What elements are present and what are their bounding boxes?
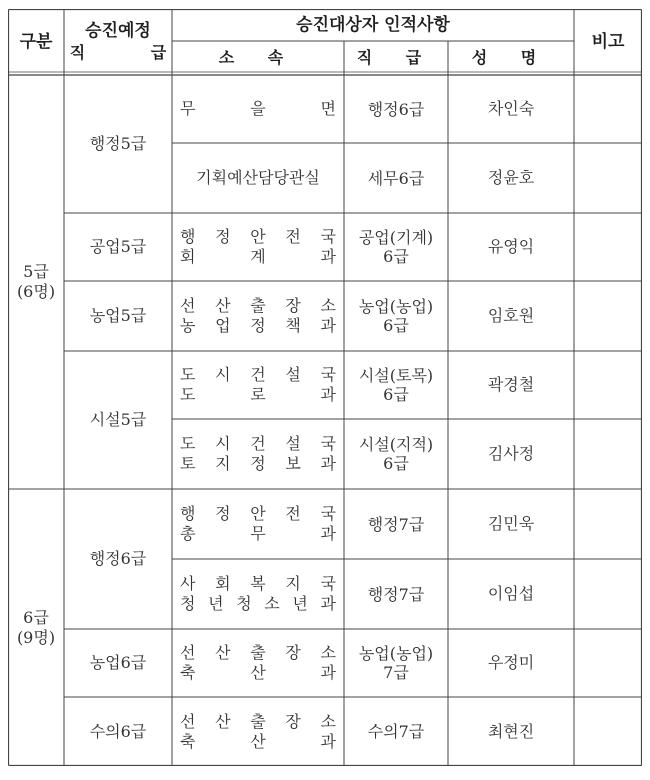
affiliation-line — [180, 168, 336, 188]
group-label-line1: 5급 — [23, 262, 49, 281]
affiliation-line — [180, 732, 336, 752]
affiliation-char: 정 — [215, 504, 231, 523]
affiliation-char: 을 — [250, 99, 266, 118]
row-affiliation — [172, 143, 344, 213]
row-affiliation — [172, 559, 344, 629]
grade-line: 행정6급 — [367, 99, 425, 119]
affiliation-char: 책 — [285, 316, 301, 335]
row-remark — [574, 559, 642, 629]
header-remarks: 비고 — [591, 32, 625, 52]
affiliation-char: 선 — [180, 711, 196, 731]
affiliation-char: 회 — [215, 574, 231, 593]
row-grade — [344, 281, 448, 351]
affiliation-char: 국 — [320, 574, 336, 593]
affiliation-char: 소 — [264, 594, 280, 613]
affiliation-char: 정 — [215, 227, 231, 246]
affiliation-char: 축 — [180, 731, 196, 751]
affiliation-char: 장 — [285, 643, 301, 662]
affiliation-char: 로 — [250, 385, 266, 404]
row-grade — [344, 559, 448, 629]
affiliation-char: 도 — [180, 365, 196, 384]
row-name: 곽경철 — [487, 375, 535, 394]
group-label-line2: (6명) — [16, 282, 56, 301]
row-name: 유영익 — [487, 237, 535, 256]
affiliation-char: 무 — [250, 524, 266, 543]
grade-line: 수의7급 — [367, 722, 425, 741]
affiliation-char: 년 — [292, 594, 308, 613]
header-grade: 직 급 — [356, 48, 436, 67]
row-grade — [344, 143, 448, 213]
subgroup-cell: 공업5급 — [89, 237, 147, 256]
affiliation-char: 정 — [250, 316, 266, 335]
row-remark — [574, 143, 642, 213]
header-planned-grade-line1: 승진예정 — [85, 21, 151, 41]
affiliation-char: 계 — [250, 247, 266, 266]
affiliation-char: 과 — [320, 524, 336, 543]
promotion-table — [8, 9, 642, 766]
affiliation-char: 소 — [320, 711, 336, 731]
affiliation-char: 국 — [320, 504, 336, 523]
grade-line: 시설(지적) — [358, 435, 434, 454]
affiliation-char: 설 — [285, 434, 301, 453]
affiliation-line — [180, 434, 336, 454]
row-name: 우정미 — [487, 653, 535, 672]
row-grade — [344, 213, 448, 281]
affiliation-line — [180, 524, 336, 544]
affiliation-char: 기획예산담당관실 — [196, 168, 320, 187]
row-name: 정윤호 — [487, 168, 535, 187]
affiliation-char: 지 — [215, 454, 231, 473]
affiliation-char: 행 — [180, 504, 196, 523]
affiliation-char: 도 — [180, 385, 196, 404]
affiliation-char: 과 — [320, 454, 336, 473]
grade-line: 6급 — [383, 454, 409, 473]
row-remark — [574, 213, 642, 281]
header-name: 성 명 — [471, 48, 551, 67]
affiliation-char: 복 — [250, 574, 266, 593]
affiliation-char: 과 — [320, 663, 336, 682]
grade-line: 7급 — [383, 663, 409, 682]
affiliation-char: 년 — [208, 594, 224, 613]
affiliation-char: 토 — [180, 454, 196, 473]
affiliation-char: 시 — [215, 434, 231, 453]
affiliation-char: 산 — [215, 711, 231, 731]
affiliation-char: 과 — [320, 316, 336, 335]
affiliation-char: 출 — [250, 711, 266, 731]
row-remark — [574, 419, 642, 489]
affiliation-char: 전 — [285, 227, 301, 246]
affiliation-char: 산 — [250, 663, 266, 682]
affiliation-char: 전 — [285, 504, 301, 523]
affiliation-line — [180, 574, 336, 594]
affiliation-char: 국 — [320, 434, 336, 453]
affiliation-char: 건 — [250, 365, 266, 384]
subgroup-cell: 수의6급 — [89, 721, 147, 741]
affiliation-line — [180, 247, 336, 267]
affiliation-char: 소 — [320, 296, 336, 315]
affiliation-char: 과 — [320, 385, 336, 404]
row-name: 임호원 — [487, 306, 535, 325]
affiliation-line — [180, 296, 336, 316]
header-affiliation: 소 속 — [218, 48, 298, 67]
affiliation-char: 농 — [180, 316, 196, 335]
subgroup-cell: 시설5급 — [89, 410, 147, 429]
affiliation-line — [180, 385, 336, 405]
row-affiliation — [172, 489, 344, 559]
affiliation-char: 총 — [180, 524, 196, 543]
affiliation-char: 건 — [250, 434, 266, 453]
row-affiliation — [172, 419, 344, 489]
affiliation-char: 청 — [236, 594, 252, 613]
row-affiliation — [172, 281, 344, 351]
affiliation-char: 출 — [250, 296, 266, 315]
row-remark — [574, 75, 642, 143]
affiliation-char: 행 — [180, 227, 196, 246]
group-cell-6급 — [8, 489, 64, 766]
grade-line: 농업(농업) — [358, 297, 434, 316]
affiliation-char: 과 — [320, 594, 336, 613]
row-remark — [574, 489, 642, 559]
row-affiliation — [172, 697, 344, 766]
affiliation-char: 청 — [180, 594, 196, 613]
grade-line: 행정7급 — [367, 584, 425, 604]
row-grade — [344, 351, 448, 419]
affiliation-char: 장 — [285, 296, 301, 315]
subgroup-cell: 농업6급 — [89, 653, 147, 672]
row-grade — [344, 489, 448, 559]
affiliation-line — [180, 712, 336, 732]
affiliation-char: 지 — [285, 574, 301, 593]
row-grade — [344, 75, 448, 143]
row-affiliation — [172, 351, 344, 419]
affiliation-char: 장 — [285, 711, 301, 731]
affiliation-char: 과 — [320, 247, 336, 266]
row-remark — [574, 629, 642, 697]
affiliation-char: 안 — [250, 227, 266, 246]
affiliation-char: 설 — [285, 365, 301, 384]
group-cell-5급 — [8, 75, 64, 489]
row-remark — [574, 351, 642, 419]
row-grade — [344, 419, 448, 489]
row-grade — [344, 629, 448, 697]
grade-line: 세무6급 — [367, 168, 425, 188]
grade-line: 농업(농업) — [358, 644, 434, 663]
affiliation-char: 정 — [250, 454, 266, 473]
grade-line: 행정7급 — [367, 514, 425, 534]
header-planned-grade — [64, 9, 197, 75]
subgroup-cell: 농업5급 — [89, 306, 147, 325]
affiliation-line — [180, 454, 336, 474]
affiliation-char: 산 — [215, 643, 231, 662]
row-grade — [344, 697, 448, 766]
row-affiliation — [172, 75, 344, 143]
row-name: 김민욱 — [487, 514, 535, 533]
affiliation-char: 업 — [215, 316, 231, 335]
row-name: 김사정 — [487, 444, 535, 463]
affiliation-char: 무 — [180, 99, 196, 118]
grade-line: 6급 — [383, 316, 409, 335]
affiliation-line — [180, 365, 336, 385]
affiliation-char: 안 — [250, 504, 266, 523]
affiliation-line — [180, 594, 336, 614]
affiliation-char: 소 — [320, 643, 336, 662]
affiliation-char: 도 — [180, 434, 196, 453]
affiliation-line — [180, 99, 336, 119]
row-affiliation — [172, 629, 344, 697]
affiliation-char: 사 — [180, 574, 196, 593]
affiliation-line — [180, 643, 336, 663]
row-name: 차인숙 — [487, 99, 535, 118]
affiliation-char: 과 — [320, 731, 336, 751]
grade-line: 공업(기계) — [358, 228, 434, 247]
row-affiliation — [172, 213, 344, 281]
header-category: 구분 — [19, 32, 53, 52]
row-name: 최현진 — [487, 721, 535, 741]
affiliation-char: 선 — [180, 643, 196, 662]
affiliation-char: 산 — [250, 731, 266, 751]
affiliation-line — [180, 663, 336, 683]
group-label-line1: 6급 — [23, 607, 49, 627]
affiliation-char: 산 — [215, 296, 231, 315]
affiliation-line — [180, 504, 336, 524]
affiliation-char: 국 — [320, 365, 336, 384]
affiliation-char: 출 — [250, 643, 266, 662]
row-remark — [574, 697, 642, 766]
affiliation-line — [180, 227, 336, 247]
grade-line: 시설(토목) — [358, 366, 434, 385]
grade-line: 6급 — [383, 247, 409, 266]
grade-line: 6급 — [383, 385, 409, 404]
subgroup-cell: 행정5급 — [89, 134, 147, 153]
header-planned-grade-line2: 직 급 — [69, 43, 197, 62]
affiliation-char: 보 — [285, 454, 301, 473]
group-label-line2: (9명) — [16, 627, 56, 647]
affiliation-char: 선 — [180, 296, 196, 315]
affiliation-char: 국 — [320, 227, 336, 246]
affiliation-char: 시 — [215, 365, 231, 384]
affiliation-line — [180, 316, 336, 336]
affiliation-char: 축 — [180, 663, 196, 682]
header-candidate-info: 승진대상자 인적사항 — [296, 15, 450, 35]
row-remark — [574, 281, 642, 351]
row-name: 이임섭 — [487, 584, 535, 603]
affiliation-char: 회 — [180, 247, 196, 266]
affiliation-char: 면 — [320, 99, 336, 118]
subgroup-cell: 행정6급 — [89, 549, 147, 568]
